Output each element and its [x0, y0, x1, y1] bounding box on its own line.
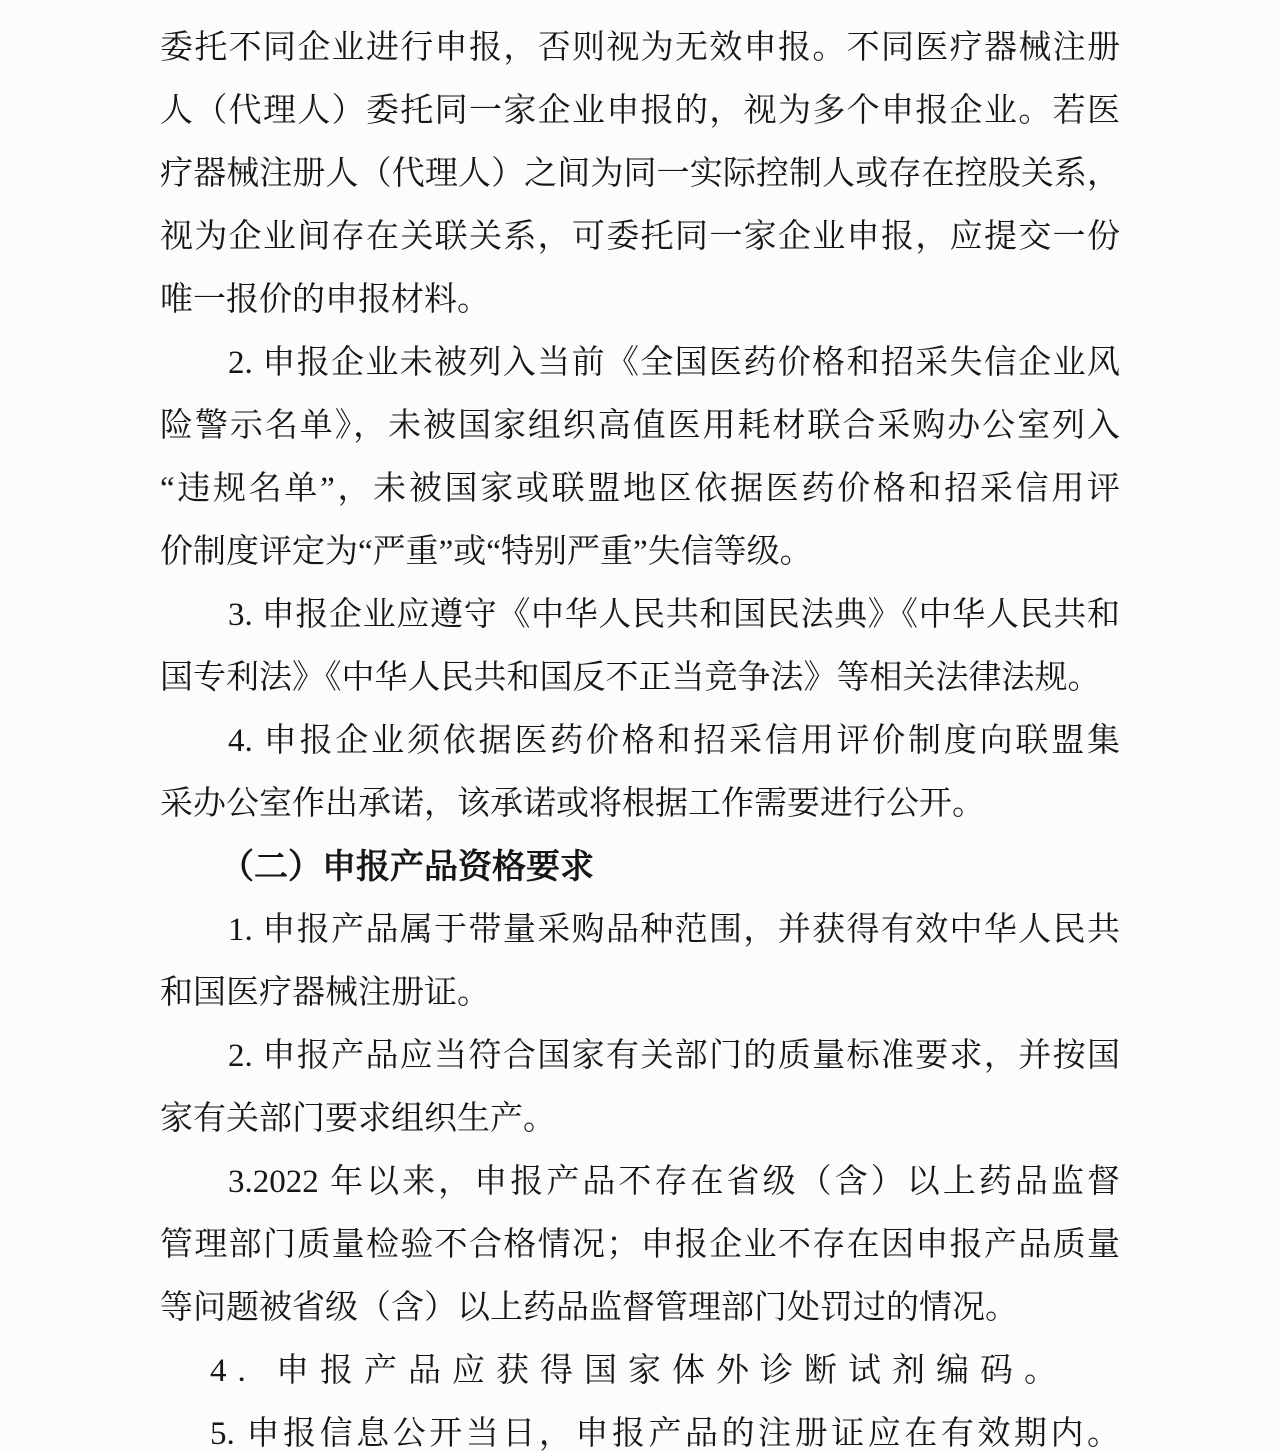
text-line: 委托不同企业进行申报，否则视为无效申报。不同医疗器械注册 — [160, 30, 1120, 66]
text-line: 人（代理人）委托同一家企业申报的，视为多个申报企业。若医 — [160, 93, 1120, 129]
text-line: 和国医疗器械注册证。 — [160, 975, 490, 1011]
text-line: 管理部门质量检验不合格情况；申报企业不存在因申报产品质量 — [160, 1227, 1120, 1263]
text-line: 3. 申报企业应遵守《中华人民共和国民法典》《中华人民共和 — [228, 597, 1120, 633]
section-heading-line: （二）申报产品资格要求 — [220, 848, 594, 886]
text-line: 1. 申报产品属于带量采购品种范围，并获得有效中华人民共 — [228, 912, 1120, 948]
text-line: 疗器械注册人（代理人）之间为同一实际控制人或存在控股关系， — [160, 156, 1120, 192]
text-line: 国专利法》《中华人民共和国反不正当竞争法》等相关法律法规。 — [160, 660, 1101, 696]
text-line: 4. 申报产品应获得国家体外诊断试剂编码。 — [210, 1353, 1068, 1389]
text-line: 3.2022 年以来，申报产品不存在省级（含）以上药品监督 — [228, 1164, 1120, 1200]
text-line: 4. 申报企业须依据医药价格和招采信用评价制度向联盟集 — [228, 723, 1120, 759]
text-line: 家有关部门要求组织生产。 — [160, 1101, 556, 1137]
text-line: 2. 申报企业未被列入当前《全国医药价格和招采失信企业风 — [228, 345, 1120, 381]
text-line: 视为企业间存在关联关系，可委托同一家企业申报，应提交一份 — [160, 219, 1120, 255]
text-line: 价制度评定为“严重”或“特别严重”失信等级。 — [160, 534, 813, 570]
text-line: 等问题被省级（含）以上药品监督管理部门处罚过的情况。 — [160, 1290, 1018, 1326]
text-line: 2. 申报产品应当符合国家有关部门的质量标准要求，并按国 — [228, 1038, 1120, 1074]
text-line: “违规名单”，未被国家或联盟地区依据医药价格和招采信用评 — [160, 471, 1120, 507]
text-line: 采办公室作出承诺，该承诺或将根据工作需要进行公开。 — [160, 786, 985, 822]
text-line: 5. 申报信息公开当日，申报产品的注册证应在有效期内。 — [210, 1416, 1120, 1451]
text-line: 唯一报价的申报材料。 — [160, 282, 490, 318]
text-line: 险警示名单》，未被国家组织高值医用耗材联合采购办公室列入 — [160, 408, 1120, 444]
